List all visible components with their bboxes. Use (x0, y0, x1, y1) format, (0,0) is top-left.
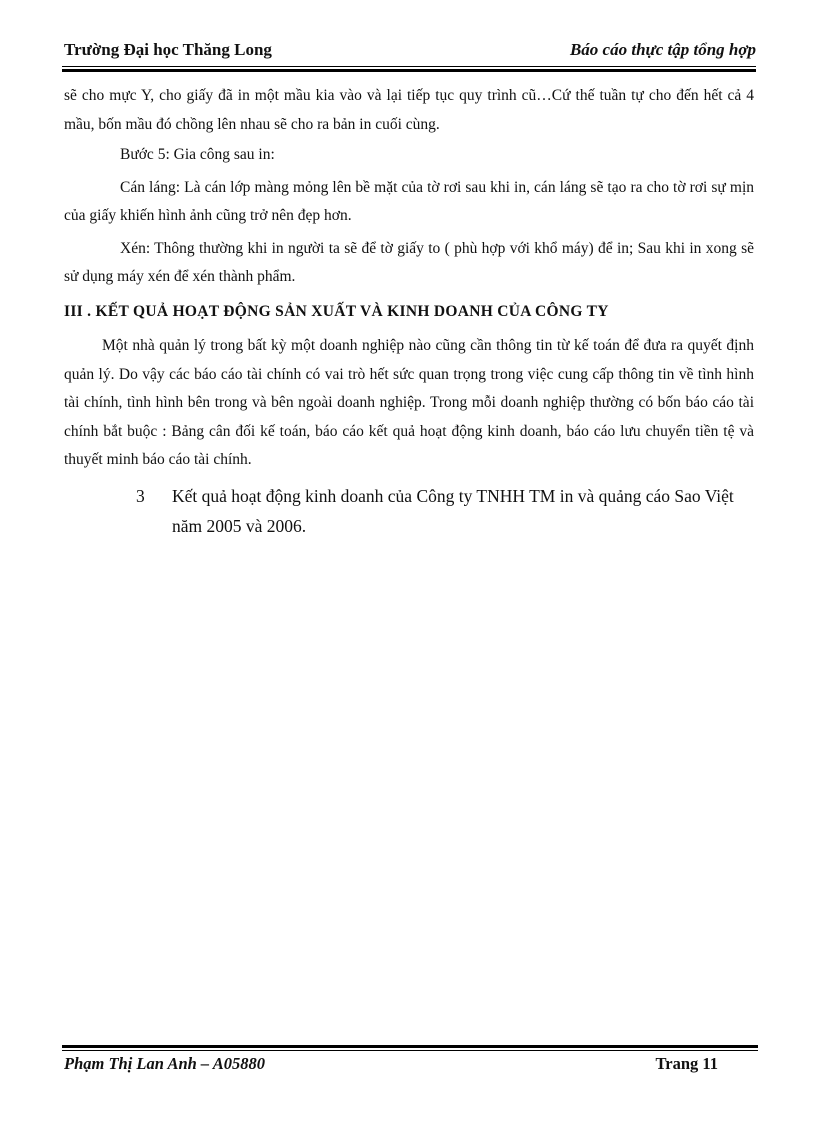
page-footer (64, 1052, 718, 1080)
page-body (64, 82, 754, 541)
header-school-name: Trường Đại học Thăng Long (64, 40, 272, 59)
header-report-title: Báo cáo thực tập tổng hợp (569, 40, 756, 59)
header-rule-thick (62, 69, 756, 72)
item-text: Kết quả hoạt động kinh doanh của Công ty TNHH TM in và quảng cáo Sao Việt năm 2005 và 2006. (172, 485, 734, 536)
section-heading: III . KẾT QUẢ HOẠT ĐỘNG SẢN XUẤT VÀ KINH DOANH CỦA CÔNG TY (64, 302, 609, 320)
paragraph-can-lang: Cán láng: Là cán lớp màng mỏng lên bề mặt của tờ rơi sau khi in, cán láng sẽ tạo ra cho tờ rơi sự mịn của giấy khiến hình ảnh cũng trở nên đẹp hơn. (64, 178, 754, 224)
item-number: 3 (136, 485, 145, 506)
page-header (64, 36, 756, 66)
footer-rule-thin (62, 1050, 758, 1051)
paragraph-xen: Xén: Thông thường khi in người ta sẽ để tờ giấy to ( phù hợp với khổ máy) để in; Sau khi in xong sẽ sử dụng máy xén để xén thành phẩm. (64, 239, 754, 285)
footer-rule-thick (62, 1045, 758, 1048)
footer-page-number: Trang 11 (655, 1054, 718, 1073)
footer-author: Phạm Thị Lan Anh – A05880 (64, 1054, 265, 1073)
paragraph-financial-reports: Một nhà quản lý trong bất kỳ một doanh nghiệp nào cũng cần thông tin từ kế toán để đưa ra quyết định quản lý. Do vậy các báo cáo tài chính có vai trò hết sức quan trọng trong việc cung cấp thông tin về tình hình tài chính, tình hình bên trong và bên ngoài doanh nghiệp. Trong mỗi doanh nghiệp thường có bốn báo cáo tài chính bắt buộc : Bảng cân đối kế toán, báo cáo kết quả hoạt động kinh doanh, báo cáo lưu chuyển tiền tệ và thuyết minh báo cáo tài chính. (64, 337, 754, 468)
paragraph-printing-process: sẽ cho mực Y, cho giấy đã in một mầu kia vào và lại tiếp tục quy trình cũ…Cứ thế tuần tự cho đến hết cả 4 mầu, bốn mầu đó chồng lên nhau sẽ cho ra bản in cuối cùng. (64, 87, 754, 133)
header-rule-thin (62, 66, 756, 67)
numbered-item (64, 481, 754, 541)
step-5-title: Bước 5: Gia công sau in: (120, 146, 275, 163)
